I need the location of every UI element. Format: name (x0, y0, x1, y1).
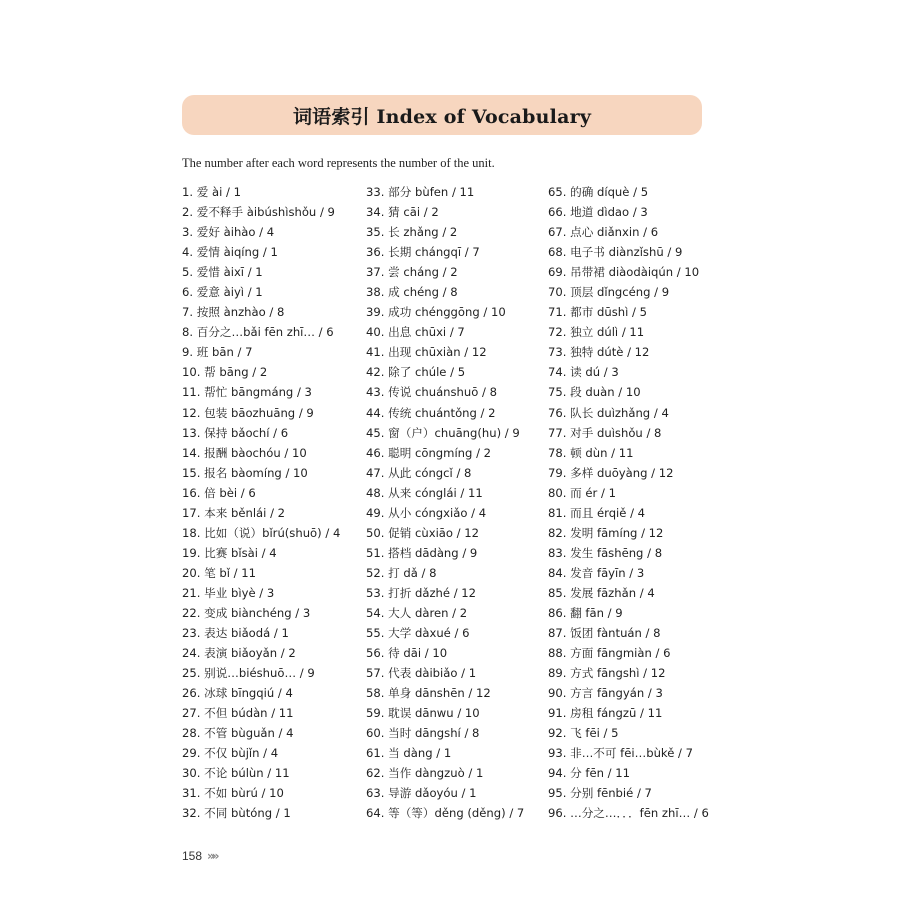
page-title: 词语索引 Index of Vocabulary (292, 105, 592, 128)
vocab-entry: 96. …分之…．．．fēn zhī… / 6 (548, 806, 709, 821)
vocab-entry: 90. 方言 fāngyán / 3 (548, 686, 663, 701)
vocab-entry: 34. 猜 cāi / 2 (366, 205, 439, 220)
vocab-entry: 23. 表达 biǎodá / 1 (182, 626, 289, 641)
vocab-column-3 (548, 182, 728, 824)
vocab-entry: 83. 发生 fāshēng / 8 (548, 545, 663, 560)
vocab-entry: 36. 长期 chángqī / 7 (366, 245, 480, 260)
vocab-entry: 11. 帮忙 bāngmáng / 3 (182, 385, 312, 400)
vocab-entry: 63. 导游 dǎoyóu / 1 (366, 786, 477, 801)
vocab-entry: 47. 从此 cóngcǐ / 8 (366, 465, 472, 480)
vocab-entry: 80. 而 ér / 1 (548, 485, 616, 500)
vocab-entry: 77. 对手 duìshǒu / 8 (548, 425, 662, 440)
vocab-entry: 56. 待 dāi / 10 (366, 646, 448, 661)
vocab-entry: 53. 打折 dǎzhé / 12 (366, 585, 477, 600)
vocab-entry: 28. 不管 bùguǎn / 4 (182, 726, 294, 741)
vocab-entry: 8. 百分之…bǎi fēn zhī… / 6 (182, 325, 334, 340)
vocab-entry: 22. 变成 biànchéng / 3 (182, 605, 311, 620)
vocab-entry: 7. 按照 ànzhào / 8 (182, 305, 285, 320)
vocab-entry: 92. 飞 fēi / 5 (548, 726, 619, 741)
vocab-entry: 49. 从小 cóngxiǎo / 4 (366, 505, 487, 520)
vocab-entry: 60. 当时 dāngshí / 8 (366, 726, 480, 741)
vocab-entry: 52. 打 dǎ / 8 (366, 565, 437, 580)
vocab-entry: 46. 聪明 cōngmíng / 2 (366, 445, 492, 460)
vocab-entry: 61. 当 dàng / 1 (366, 746, 452, 761)
vocab-entry: 16. 倍 bèi / 6 (182, 485, 256, 500)
intro-text: The number after each word represents the number of the unit. (182, 156, 495, 170)
vocab-entry: 54. 大人 dàren / 2 (366, 605, 468, 620)
vocab-entry: 94. 分 fēn / 11 (548, 766, 630, 781)
vocab-entry: 38. 成 chéng / 8 (366, 285, 458, 300)
vocab-entry: 70. 顶层 dǐngcéng / 9 (548, 285, 670, 300)
vocab-entry: 19. 比赛 bǐsài / 4 (182, 545, 277, 560)
vocab-entry: 14. 报酬 bàochóu / 10 (182, 445, 307, 460)
vocab-entry: 93. 非…不可 fēi…bùkě / 7 (548, 746, 694, 761)
vocab-entry: 74. 读 dú / 3 (548, 365, 619, 380)
vocab-entry: 44. 传统 chuántǒng / 2 (366, 405, 496, 420)
vocab-entry: 87. 饭团 fàntuán / 8 (548, 626, 661, 641)
vocab-entry: 13. 保持 bǎochí / 6 (182, 425, 289, 440)
vocab-entry: 25. 别说…biéshuō… / 9 (182, 666, 315, 681)
title-banner (182, 95, 702, 135)
vocab-entry: 4. 爱情 àiqíng / 1 (182, 245, 278, 260)
vocab-entry: 21. 毕业 bìyè / 3 (182, 585, 275, 600)
vocab-entry: 42. 除了 chúle / 5 (366, 365, 466, 380)
vocab-entry: 1. 爱 ài / 1 (182, 185, 242, 199)
vocab-entry: 91. 房租 fángzū / 11 (548, 706, 663, 721)
vocab-entry: 39. 成功 chénggōng / 10 (366, 305, 506, 320)
vocab-entry: 24. 表演 biǎoyǎn / 2 (182, 646, 296, 661)
vocab-entry: 84. 发音 fāyīn / 3 (548, 565, 645, 580)
vocab-entry: 64. 等（等）děng (děng) / 7 (366, 806, 525, 821)
vocab-entry: 62. 当作 dàngzuò / 1 (366, 766, 484, 781)
vocab-entry: 67. 点心 diǎnxin / 6 (548, 225, 659, 240)
vocab-entry: 65. 的确 díquè / 5 (548, 185, 649, 199)
vocab-entry: 58. 单身 dānshēn / 12 (366, 686, 491, 701)
vocab-entry: 48. 从来 cónglái / 11 (366, 485, 483, 500)
vocab-entry: 76. 队长 duìzhǎng / 4 (548, 405, 669, 420)
vocab-column-1 (182, 182, 362, 824)
page-number: 158 (182, 849, 203, 863)
vocab-entry: 27. 不但 búdàn / 11 (182, 706, 294, 721)
vocab-entry: 30. 不论 búlùn / 11 (182, 766, 290, 781)
vocab-entry: 29. 不仅 bùjǐn / 4 (182, 746, 279, 761)
vocab-entry: 3. 爱好 àihào / 4 (182, 225, 275, 240)
vocab-entry: 32. 不同 bùtóng / 1 (182, 806, 291, 821)
vocab-entry: 18. 比如（说）bǐrú(shuō) / 4 (182, 525, 341, 540)
vocab-entry: 10. 帮 bāng / 2 (182, 365, 268, 380)
vocab-entry: 57. 代表 dàibiǎo / 1 (366, 666, 477, 681)
vocab-entry: 88. 方面 fāngmiàn / 6 (548, 646, 671, 661)
vocab-entry: 6. 爱意 àiyì / 1 (182, 285, 263, 300)
vocab-entry: 41. 出现 chūxiàn / 12 (366, 345, 487, 360)
vocab-entry: 20. 笔 bǐ / 11 (182, 565, 257, 580)
vocab-entry: 26. 冰球 bīngqiú / 4 (182, 686, 293, 701)
vocab-entry: 66. 地道 dìdao / 3 (548, 205, 648, 220)
vocab-entry: 33. 部分 bùfen / 11 (366, 185, 475, 199)
vocab-entry: 55. 大学 dàxué / 6 (366, 626, 470, 641)
vocab-entry: 35. 长 zhǎng / 2 (366, 225, 458, 240)
vocab-entry: 86. 翻 fān / 9 (548, 605, 623, 620)
vocab-entry: 45. 窗（户）chuāng(hu) / 9 (366, 425, 520, 440)
vocab-entry: 72. 独立 dúlì / 11 (548, 325, 645, 340)
vocab-entry: 9. 班 bān / 7 (182, 345, 253, 360)
vocab-entry: 17. 本来 běnlái / 2 (182, 505, 286, 520)
vocab-entry: 95. 分别 fēnbié / 7 (548, 786, 652, 801)
vocab-entry: 71. 都市 dūshì / 5 (548, 305, 647, 320)
vocab-column-2 (366, 182, 546, 824)
vocab-entry: 59. 耽误 dānwu / 10 (366, 706, 480, 721)
vocab-entry: 85. 发展 fāzhǎn / 4 (548, 585, 655, 600)
vocab-entry: 75. 段 duàn / 10 (548, 385, 641, 400)
vocab-entry: 78. 顿 dùn / 11 (548, 445, 634, 460)
double-chevron-right-icon: »» (207, 849, 217, 863)
vocab-entry: 40. 出息 chūxi / 7 (366, 325, 465, 340)
vocab-entry: 31. 不如 bùrú / 10 (182, 786, 284, 801)
vocab-entry: 5. 爱惜 àixī / 1 (182, 265, 263, 280)
vocab-entry: 51. 搭档 dādàng / 9 (366, 545, 478, 560)
vocab-entry: 82. 发明 fāmíng / 12 (548, 525, 664, 540)
vocab-entry: 43. 传说 chuánshuō / 8 (366, 385, 498, 400)
vocab-entry: 68. 电子书 diànzǐshū / 9 (548, 245, 683, 260)
vocab-entry: 81. 而且 érqiě / 4 (548, 505, 646, 520)
vocab-entry: 37. 尝 cháng / 2 (366, 265, 458, 280)
vocab-entry: 69. 吊带裙 diàodàiqún / 10 (548, 265, 700, 280)
vocab-entry: 50. 促销 cùxiāo / 12 (366, 525, 480, 540)
vocab-entry: 79. 多样 duōyàng / 12 (548, 465, 674, 480)
vocab-entry: 89. 方式 fāngshì / 12 (548, 666, 666, 681)
vocab-entry: 2. 爱不释手 àibúshìshǒu / 9 (182, 205, 335, 220)
vocab-entry: 73. 独特 dútè / 12 (548, 345, 650, 360)
vocab-entry: 15. 报名 bàomíng / 10 (182, 465, 308, 480)
vocab-entry: 12. 包装 bāozhuāng / 9 (182, 405, 314, 420)
page-footer (182, 849, 217, 863)
